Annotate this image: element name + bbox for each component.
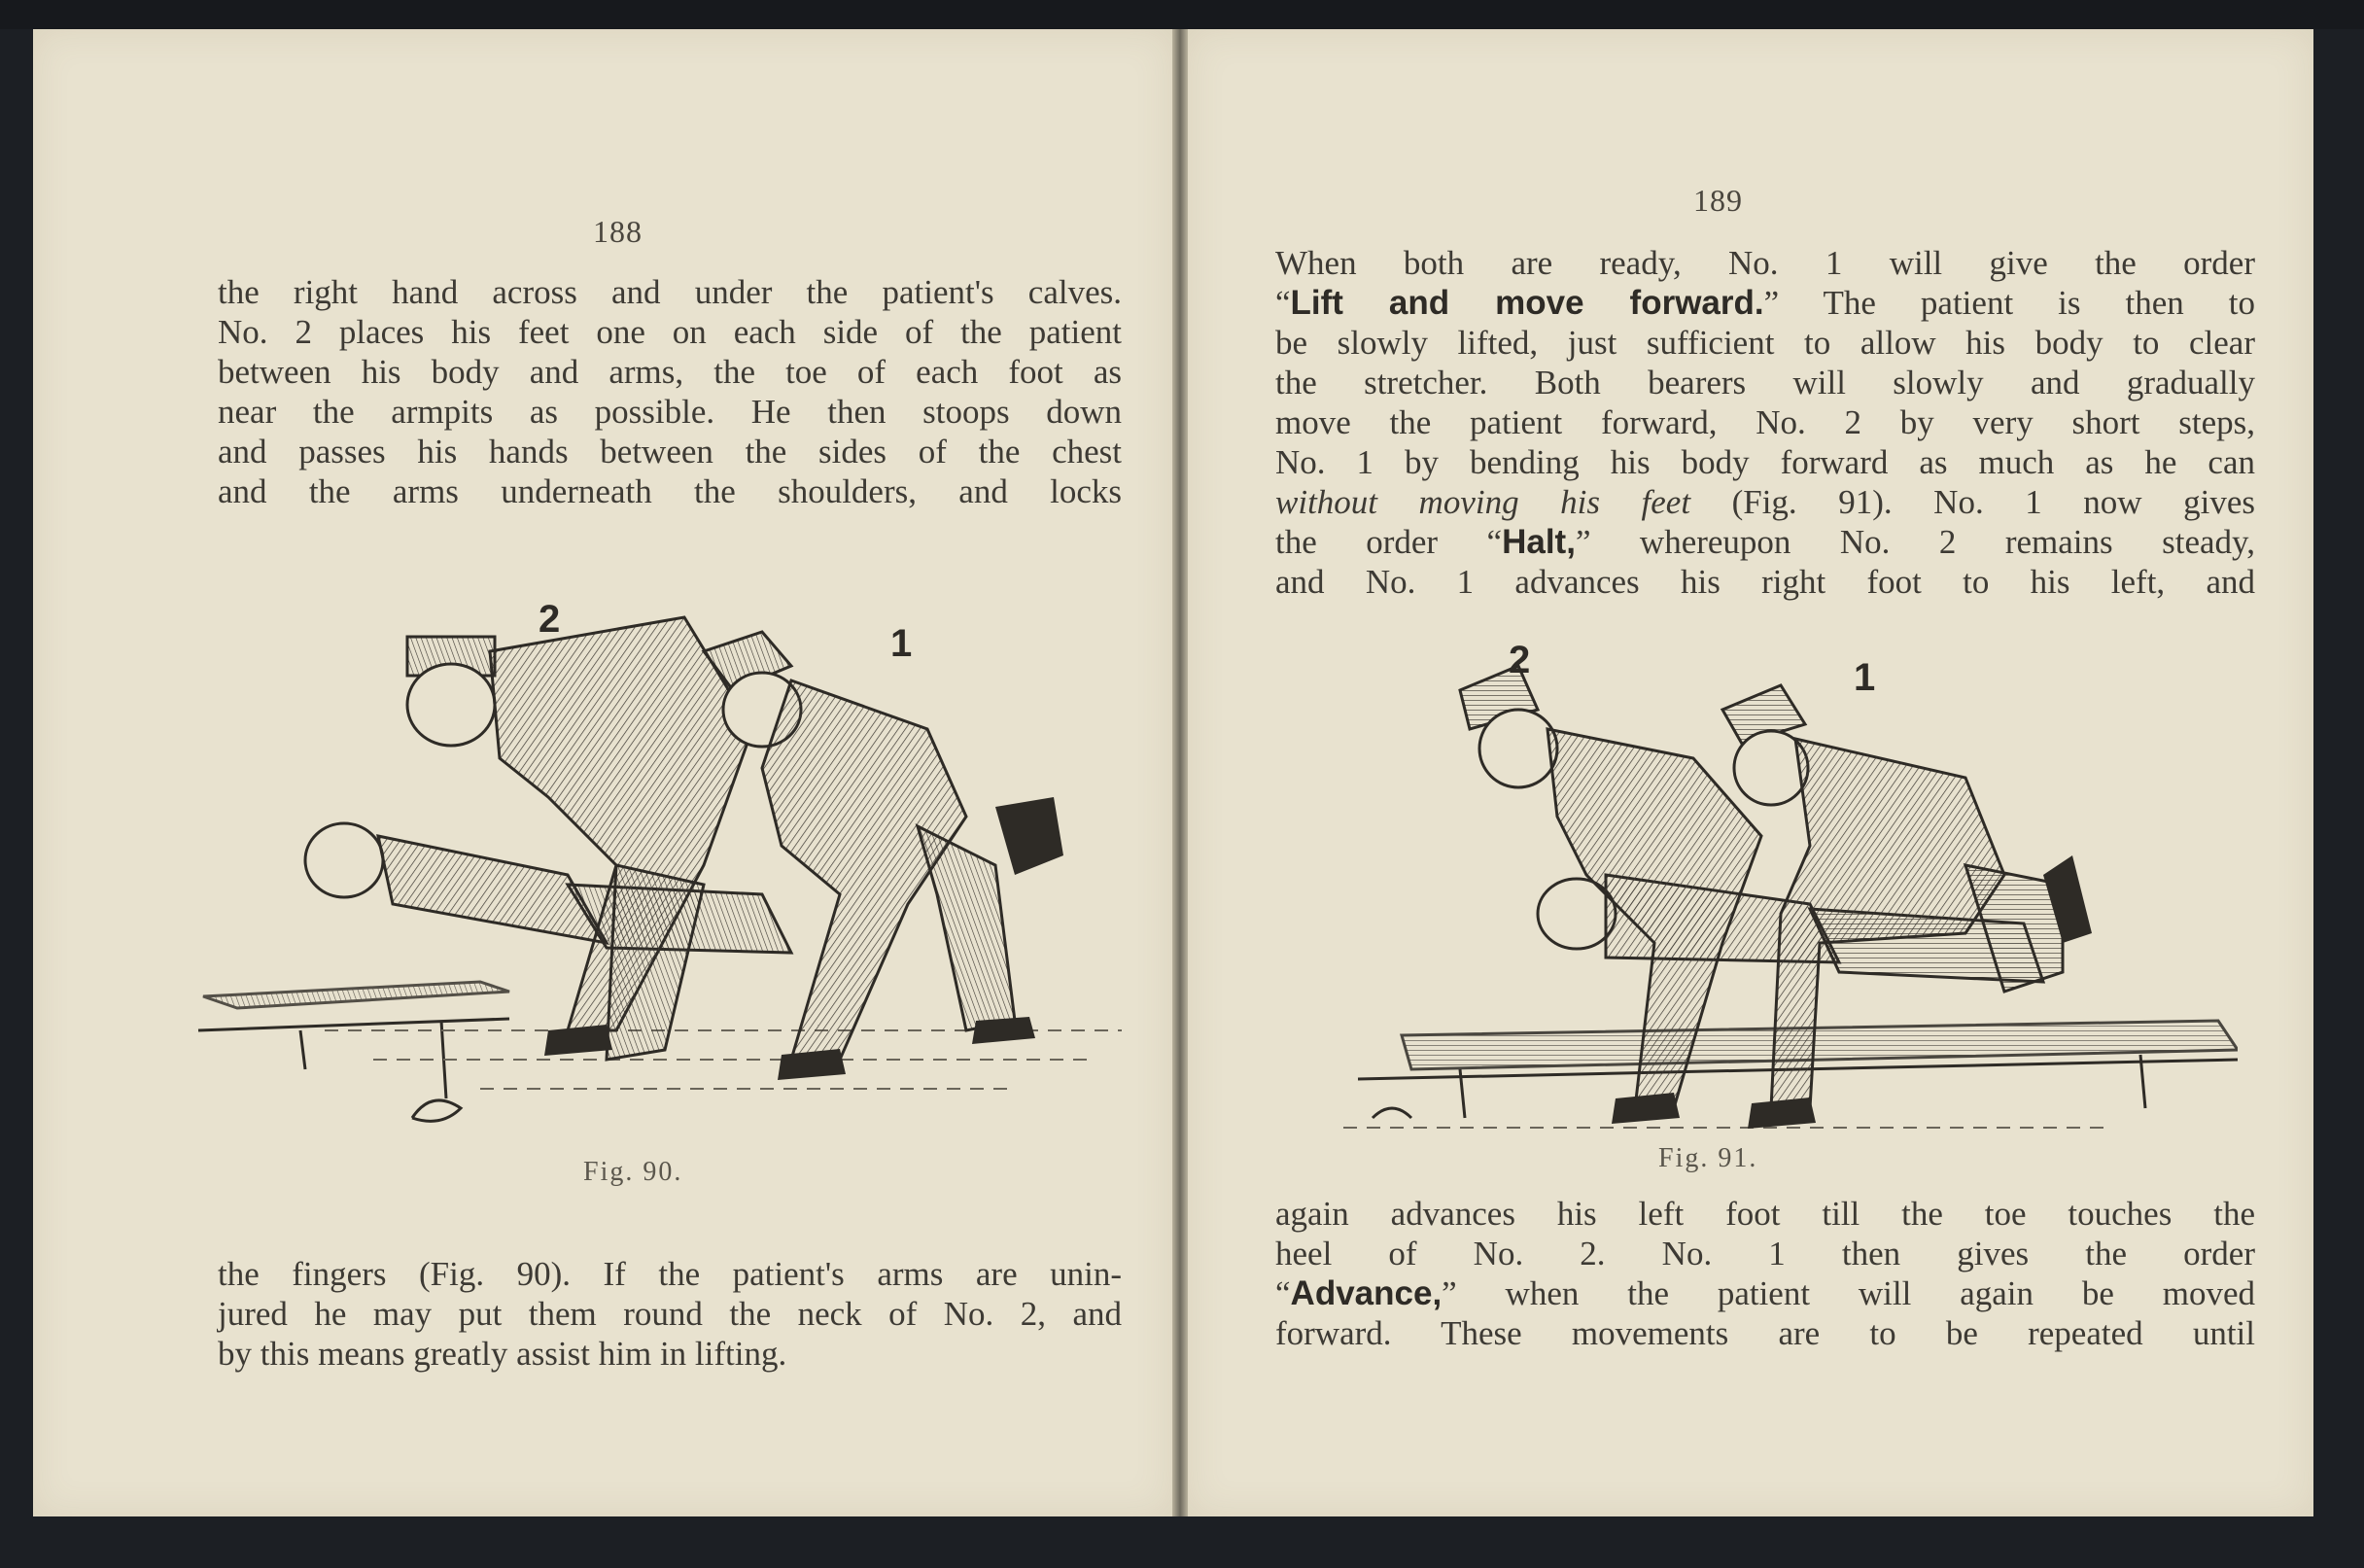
paragraph-top: [1275, 243, 2255, 602]
figure-label-1: 1: [890, 622, 913, 665]
book-gutter: [1172, 29, 1188, 1516]
page-number: 189: [1693, 183, 1743, 218]
text-line: the fingers (Fig. 90). If the patient's arms are unin-: [218, 1255, 1122, 1293]
italic-phrase: without moving his feet: [1275, 483, 1691, 521]
text-line: and the arms underneath the shoulders, and locks: [218, 472, 1122, 510]
patient-figure: [305, 823, 791, 953]
text-line: “Advance,” when the patient will again be moved: [1275, 1274, 2255, 1312]
figure-caption: Fig. 91.: [1658, 1143, 1758, 1173]
text-line: be slowly lifted, just sufficient to allow his body to clear: [1275, 324, 2255, 362]
text-line: forward. These movements are to be repeated until: [1275, 1314, 2255, 1352]
stretcher-drawing: [198, 982, 509, 1121]
figure-caption: Fig. 90.: [583, 1157, 683, 1187]
figure-91-illustration: [1266, 622, 2238, 1167]
text-line: by this means greatly assist him in lifting.: [218, 1335, 787, 1373]
scan-background: [0, 0, 2364, 29]
paragraph-bottom: [218, 1254, 1122, 1374]
text-line: again advances his left foot till the toe touches the: [1275, 1195, 2255, 1233]
page-number: 188: [593, 214, 643, 249]
paragraph-bottom: [1275, 1194, 2255, 1353]
text-line: the order “Halt,” whereupon No. 2 remains steady,: [1275, 523, 2256, 561]
right-page: [1188, 29, 2313, 1516]
figure-label-2: 2: [539, 598, 561, 641]
text-line: heel of No. 2. No. 1 then gives the order: [1275, 1235, 2255, 1272]
bearers-lifting-drawing: [159, 574, 1131, 1167]
bold-command: Lift and move forward.: [1290, 284, 1764, 322]
text-line: between his body and arms, the toe of each foot as: [218, 353, 1122, 391]
bold-command: Advance,: [1290, 1274, 1443, 1312]
text-line: No. 1 by bending his body forward as much as he can: [1275, 443, 2255, 481]
text-line: jured he may put them round the neck of No. 2, and: [218, 1295, 1122, 1333]
figure-label-1: 1: [1854, 656, 1876, 699]
bearers-moving-forward-drawing: [1266, 622, 2238, 1167]
text-line: move the patient forward, No. 2 by very short steps,: [1275, 403, 2255, 441]
text-line: the right hand across and under the patient's calves.: [218, 273, 1122, 311]
text-line: When both are ready, No. 1 will give the order: [1275, 244, 2255, 282]
bold-command: Halt,: [1502, 523, 1576, 561]
text-line: without moving his feet (Fig. 91). No. 1 now gives: [1275, 483, 2255, 521]
figure-label-2: 2: [1509, 639, 1531, 681]
text-line: and No. 1 advances his right foot to his left, and: [1275, 563, 2255, 601]
text-line: and passes his hands between the sides of the chest: [218, 433, 1122, 470]
paragraph-top: [218, 272, 1122, 511]
left-page: [33, 29, 1172, 1516]
text-line: the stretcher. Both bearers will slowly and gradually: [1275, 364, 2255, 401]
text-line: “Lift and move forward.” The patient is then to: [1275, 284, 2255, 322]
text-line: near the armpits as possible. He then stoops down: [218, 393, 1122, 431]
text-line: No. 2 places his feet one on each side of the patient: [218, 313, 1122, 351]
figure-90-illustration: [159, 574, 1131, 1167]
bearer-1-figure: [704, 632, 1063, 1080]
